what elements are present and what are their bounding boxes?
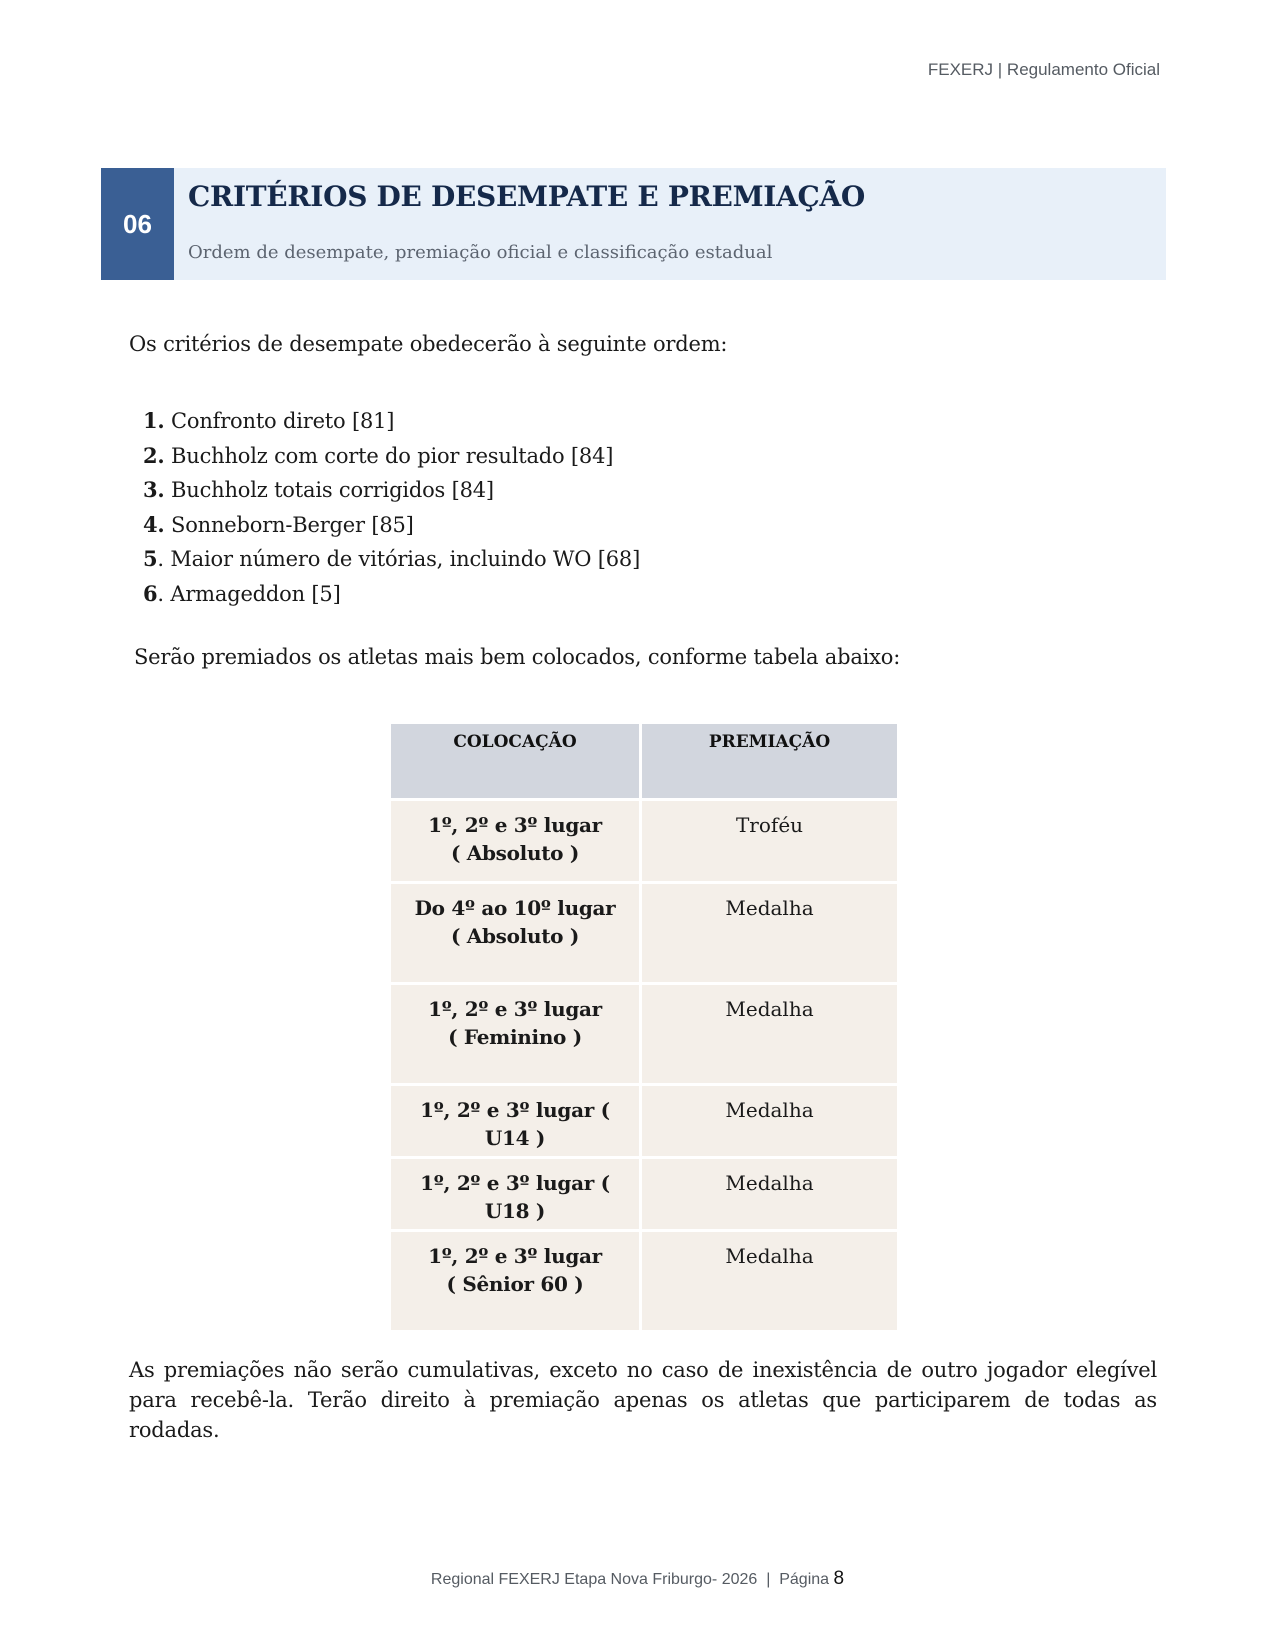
tiebreak-criteria-list	[143, 404, 640, 612]
placement-category: ( Sênior 60 )	[446, 1272, 584, 1296]
list-item	[143, 473, 640, 508]
awards-table	[388, 721, 900, 1333]
criteria-number: 6	[143, 580, 158, 606]
table-row	[391, 884, 897, 982]
list-item	[143, 577, 640, 612]
table-row	[391, 1086, 897, 1156]
placement-category: ( Absoluto )	[450, 924, 580, 948]
closing-paragraph: As premiações não serão cumulativas, exceto no caso de inexistência de outro jogador elegível para recebê-la. Terão direito à premiação apenas os atletas que participarem de todas as rodadas.	[129, 1358, 1157, 1442]
criteria-number: 2.	[143, 442, 165, 468]
placement-cell	[391, 1159, 639, 1229]
placement-line: 1º, 2º e 3º lugar	[428, 997, 602, 1021]
running-header: FEXERJ | Regulamento Oficial	[927, 60, 1160, 79]
placement-category: ( Absoluto )	[450, 841, 580, 865]
tiebreak-intro: Os critérios de desempate obedecerão à seguinte ordem:	[129, 332, 728, 356]
placement-cell	[391, 1232, 639, 1330]
list-item	[143, 542, 640, 577]
table-row	[391, 985, 897, 1083]
table-row	[391, 801, 897, 881]
placement-line: 1º, 2º e 3º lugar ( U18 )	[420, 1171, 610, 1223]
table-row	[391, 1159, 897, 1229]
prize-cell: Medalha	[642, 1232, 897, 1330]
prize-cell: Medalha	[642, 1159, 897, 1229]
placement-cell	[391, 884, 639, 982]
placement-line: 1º, 2º e 3º lugar	[428, 1244, 602, 1268]
section-title: CRITÉRIOS DE DESEMPATE E PREMIAÇÃO	[188, 180, 866, 213]
list-item	[143, 404, 640, 439]
criteria-text: . Maior número de vitórias, incluindo WO [68]	[157, 547, 641, 572]
placement-category: ( Feminino )	[448, 1025, 582, 1049]
list-item	[143, 508, 640, 543]
criteria-number: 3.	[143, 477, 165, 503]
prize-cell: Medalha	[642, 985, 897, 1083]
criteria-text: Confronto direto [81]	[164, 409, 395, 433]
criteria-number: 5	[143, 546, 158, 572]
page-number: 8	[833, 1568, 845, 1589]
prize-cell: Troféu	[642, 801, 897, 881]
placement-cell	[391, 801, 639, 881]
column-header-prize: PREMIAÇÃO	[642, 724, 897, 798]
prize-cell: Medalha	[642, 1086, 897, 1156]
column-header-placement: COLOCAÇÃO	[391, 724, 639, 798]
criteria-text: Buchholz com corte do pior resultado [84]	[164, 443, 614, 468]
table-header-row	[391, 724, 897, 798]
section-subtitle: Ordem de desempate, premiação oficial e classificação estadual	[188, 242, 773, 263]
criteria-text: Buchholz totais corrigidos [84]	[164, 478, 494, 503]
criteria-number: 1.	[143, 408, 165, 433]
criteria-number: 4.	[143, 511, 165, 537]
section-banner	[101, 168, 1166, 280]
footer-text: Regional FEXERJ Etapa Nova Friburgo- 2026 | Página	[430, 1571, 834, 1588]
placement-line: 1º, 2º e 3º lugar	[428, 813, 602, 837]
prize-cell: Medalha	[642, 884, 897, 982]
list-item	[143, 439, 640, 474]
criteria-text: . Armageddon [5]	[157, 581, 341, 606]
section-number: 06	[101, 168, 174, 280]
placement-line: Do 4º ao 10º lugar	[414, 896, 616, 920]
awards-intro: Serão premiados os atletas mais bem colocados, conforme tabela abaixo:	[134, 645, 901, 669]
criteria-text: Sonneborn-Berger [85]	[164, 512, 414, 537]
placement-cell	[391, 985, 639, 1083]
placement-cell	[391, 1086, 639, 1156]
page-footer	[0, 1568, 1275, 1590]
table-row	[391, 1232, 897, 1330]
placement-line: 1º, 2º e 3º lugar ( U14 )	[420, 1098, 610, 1150]
